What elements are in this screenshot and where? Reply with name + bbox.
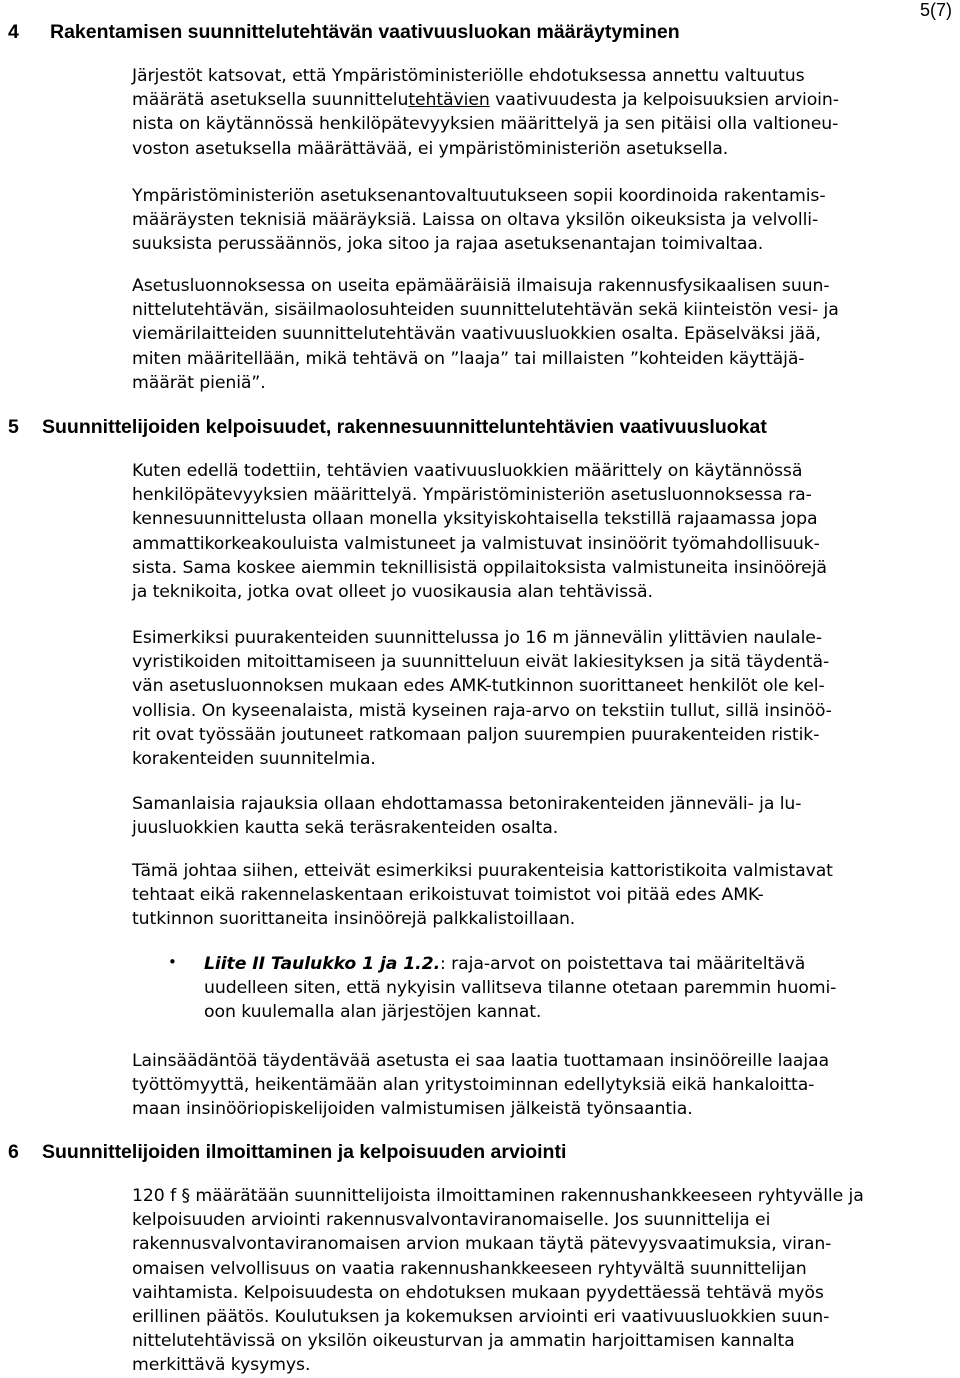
- paragraph: 120 f § määrätään suunnittelijoista ilmoittaminen rakennushankkeeseen ryhtyvälle ja kelpoisuuden arviointi rakennusvalvontaviranomaiselle. Jos suunnittelija ei rakennusvalvontaviranomaisen arvion mukaan täytä pätevyysvaatimuksia, viran- omaisen velvollisuus on vaatia rakennushankkeeseen ryhtyvältä suunnittelijan vaihtamista. Kelpoisuudesta on ehdotuksen mukaan pyydettäessä tehtävä myös erillinen päätös. Koulutuksen ja kokemuksen arviointi eri vaativuusluokkien suun- nittelutehtävissä on yksilön oikeusturvan ja ammatin harjoittamisen kannalta merkittävä kysymys.: [132, 1186, 864, 1376]
- section-title: Suunnittelijoiden ilmoittaminen ja kelpoisuuden arviointi: [42, 1141, 567, 1163]
- section-title: Rakentamisen suunnittelutehtävän vaativuusluokan määräytyminen: [50, 21, 680, 43]
- section-number: 5: [8, 416, 19, 438]
- underlined-word: tehtävien: [408, 90, 490, 111]
- bullet-icon: •: [168, 953, 177, 971]
- page-number: 5(7): [919, 0, 952, 20]
- bullet-text: : raja-arvot on poistettava tai määriteltävä uudelleen siten, että nykyisin vallitseva tilanne otetaan paremmin huomi- oon kuulemalla alan järjestöjen kannat.: [204, 954, 837, 1023]
- paragraph: Lainsäädäntöä täydentävää asetusta ei saa laatia tuottamaan insinööreille laajaa työttömyyttä, heikentämään alan yritystoiminnan edellytyksiä eikä hankaloitta- maan insinööriopiskelijoiden valmistumisen jälkeistä työnsaantia.: [132, 1051, 829, 1120]
- section-title: Suunnittelijoiden kelpoisuudet, rakennesuunnitteluntehtävien vaativuusluokat: [42, 416, 767, 438]
- paragraph: Asetusluonnoksessa on useita epämääräisiä ilmaisuja rakennusfysikaalisen suun- nittelutehtävän, sisäilmaolosuhteiden suunnittelutehtävän sekä kiinteistön vesi- ja viemärilaitteiden suunnittelutehtävän vaativuusluokkien osalta. Epäselväksi jää, miten määritellään, mikä tehtävä on ”laaja” tai millaisten ”kohteiden käyttäjä- määrät pieniä”.: [132, 276, 839, 393]
- section-number: 6: [8, 1141, 19, 1163]
- paragraph: Samanlaisia rajauksia ollaan ehdottamassa betonirakenteiden jänneväli- ja lu- juusluokkien kautta sekä teräsrakenteiden osalta.: [132, 794, 802, 839]
- bullet-bold-label: Liite II Taulukko 1 ja 1.2.: [204, 954, 441, 974]
- text-run: Järjestöt katsovat, että Ympäristöministeriölle ehdotuksessa annettu valtuutus määrätä asetuksella suunnittelu: [132, 66, 805, 111]
- text-run: vaativuudesta ja kelpoisuuksien arvioin- nista on käytännössä henkilöpätevyyksien määrittelyä ja sen pitäisi olla valtioneu- voston asetuksella määrättävää, ei ympäristöministeriön asetuksella.: [132, 90, 839, 159]
- paragraph: Ympäristöministeriön asetuksenantovaltuutukseen sopii koordinoida rakentamis- määräysten teknisiä määräyksiä. Laissa on oltava yksilön oikeuksista ja velvolli- suuksista perussäännös, joka sitoo ja rajaa asetuksenantajan toimivaltaa.: [132, 186, 826, 255]
- paragraph: Kuten edellä todettiin, tehtävien vaativuusluokkien määrittely on käytännössä henkilöpätevyyksien määrittelyä. Ympäristöministeriön asetusluonnoksessa ra- kennesuunnittelusta ollaan monella yksityiskohtaisella tekstillä rajaamassa jopa ammattikorkeakouluista valmistuneet ja valmistuvat insinöörit työmahdollisuuk- sista. Sama koskee aiemmin teknillisistä oppilaitoksista valmistuneita insinöörejä ja teknikoita, jotka ovat olleet jo vuosikausia alan tehtävissä.: [132, 461, 827, 603]
- paragraph: Esimerkiksi puurakenteiden suunnittelussa jo 16 m jännevälin ylittävien naulale- vyristikoiden mitoittamiseen ja suunnitteluun eivät lakiesityksen ja sitä täydentä- vän asetusluonnoksen mukaan edes AMK-tutkinnon suorittaneet henkilöt ole kel- vollisia. On kyseenalaista, mistä kyseinen raja-arvo on tekstiin tullut, sillä insinöö- rit ovat työssään joutuneet ratkomaan paljon suurempien puurakenteiden ristik- korakenteiden suunnitelmia.: [132, 628, 832, 770]
- paragraph: Tämä johtaa siihen, etteivät esimerkiksi puurakenteisia kattoristikoita valmistavat tehtaat eikä rakennelaskentaan erikoistuvat toimistot voi pitää edes AMK- tutkinnon suorittaneita insinöörejä palkkalistoillaan.: [132, 861, 833, 930]
- paragraph: [132, 64, 952, 161]
- section-number: 4: [8, 21, 19, 43]
- bullet-item: [204, 952, 954, 1025]
